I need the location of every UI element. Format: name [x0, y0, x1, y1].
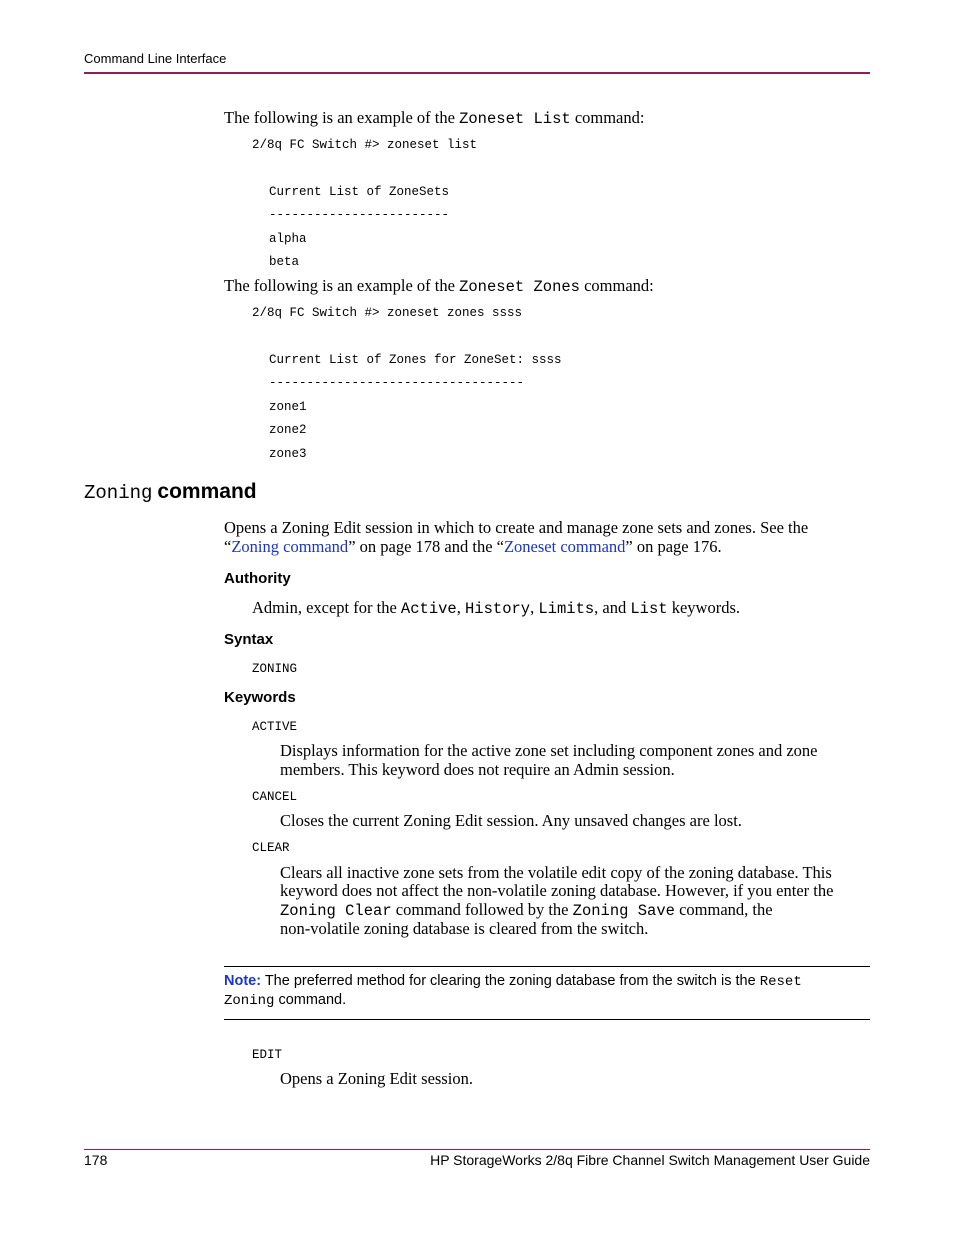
section-description: Opens a Zoning Edit session in which to create and manage zone sets and zones. See the: [224, 518, 809, 537]
keyword-desc: Displays information for the active zone set including component zones and zone: [280, 741, 818, 760]
header-rule: [84, 72, 870, 74]
code-line: zone1: [269, 400, 307, 414]
code-line: zone2: [269, 423, 307, 437]
syntax-value: ZONING: [252, 662, 298, 676]
code-prompt: 2/8q FC Switch #> zoneset list: [252, 138, 478, 152]
inline-command: Zoneset Zones: [459, 278, 580, 296]
keyword-desc: keyword does not affect the non-volatile zoning database. However, if you enter the: [280, 881, 834, 900]
note: Note: The preferred method for clearing the zoning database from the switch is the Reset Zoning command.: [224, 973, 802, 1009]
inline-command: Zoneset List: [459, 110, 571, 128]
code-separator: ----------------------------------: [269, 376, 525, 390]
example-zones-intro: The following is an example of the Zoneset Zones command:: [224, 276, 654, 296]
authority-heading: Authority: [224, 570, 291, 587]
keyword-desc: Closes the current Zoning Edit session. Any unsaved changes are lost.: [280, 811, 742, 830]
keyword-desc: members. This keyword does not require an Admin session.: [280, 760, 675, 779]
syntax-heading: Syntax: [224, 631, 274, 648]
code-prompt: 2/8q FC Switch #> zoneset zones ssss: [252, 306, 523, 320]
running-header: Command Line Interface: [84, 51, 227, 66]
code-heading: Current List of Zones for ZoneSet: ssss: [269, 353, 562, 367]
link-zoneset-command[interactable]: Zoneset command: [503, 537, 626, 556]
link-zoning-command[interactable]: Zoning command: [231, 537, 349, 556]
footer-doc-title: HP StorageWorks 2/8q Fibre Channel Switch Management User Guide: [430, 1152, 870, 1168]
example-list-intro: The following is an example of the Zoneset List command:: [224, 108, 645, 128]
note-label: Note:: [224, 973, 262, 989]
page-number: 178: [84, 1152, 108, 1168]
code-line: zone3: [269, 447, 307, 461]
keywords-heading: Keywords: [224, 689, 296, 706]
keyword-desc: Opens a Zoning Edit session.: [280, 1069, 473, 1088]
footer-rule: [84, 1149, 870, 1150]
section-description-cont: “Zoning command” on page 178 and the “Zoneset command” on page 176.: [224, 537, 722, 556]
keyword-name: CLEAR: [252, 841, 290, 855]
section-title: Zoning command: [84, 480, 257, 504]
keyword-desc: non-volatile zoning database is cleared from the switch.: [280, 919, 649, 938]
keyword-desc: Clears all inactive zone sets from the volatile edit copy of the zoning database. This: [280, 863, 832, 882]
code-heading: Current List of ZoneSets: [269, 185, 450, 199]
keyword-name: EDIT: [252, 1048, 283, 1062]
note-bottom-rule: [224, 1019, 870, 1020]
keyword-name: CANCEL: [252, 790, 298, 804]
code-line: alpha: [269, 232, 307, 246]
code-line: beta: [269, 255, 300, 269]
keyword-desc: Zoning Clear command followed by the Zoning Save command, the: [280, 900, 773, 920]
authority-text: Admin, except for the Active, History, Limits, and List keywords.: [252, 598, 740, 618]
note-top-rule: [224, 966, 870, 967]
keyword-name: ACTIVE: [252, 720, 298, 734]
code-separator: ------------------------: [269, 208, 450, 222]
